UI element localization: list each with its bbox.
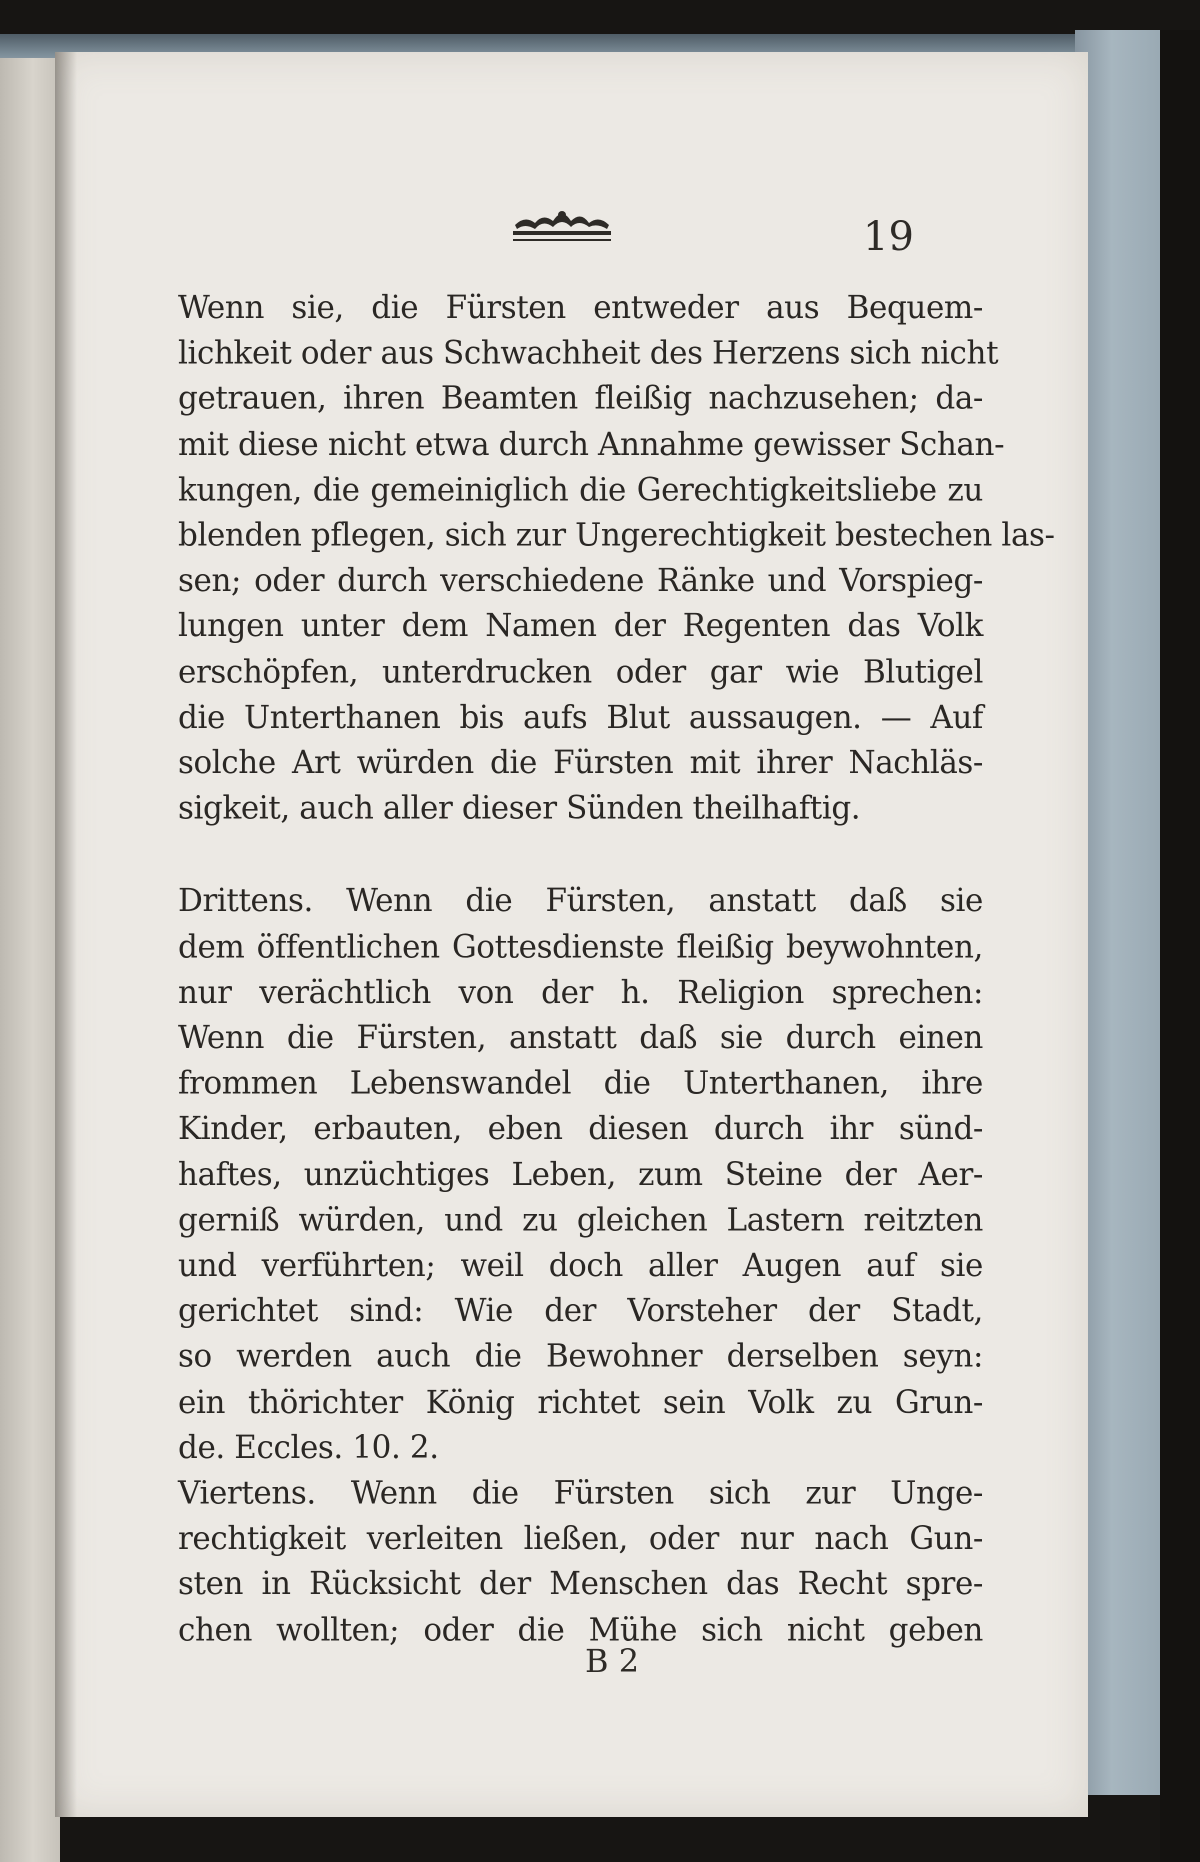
cover-board-right [1075,30,1167,1795]
text-line: chen wollten; oder die Mühe sich nicht geben [178,1611,983,1649]
text-line: lungen unter dem Namen der Regenten das Volk [178,607,983,645]
text-line: dem öffentlichen Gottesdienste fleißig beywohnten, [178,928,983,966]
text-line: Wenn sie, die Fürsten entweder aus Bequem- [178,289,983,327]
text-line: blenden pflegen, sich zur Ungerechtigkeit bestechen las- [178,516,1055,554]
text-line: Drittens. Wenn die Fürsten, anstatt daß sie [178,882,983,920]
text-line: mit diese nicht etwa durch Annahme gewisser Schan- [178,425,1005,463]
text-line: sen; oder durch verschiedene Ränke und Vorspieg- [178,562,983,600]
text-line: sten in Rücksicht der Menschen das Recht spre- [178,1565,983,1603]
text-line: gerichtet sind: Wie der Vorsteher der Stadt, [178,1292,983,1330]
text-line: frommen Lebenswandel die Unterthanen, ihre [178,1064,983,1103]
text-line: kungen, die gemeiniglich die Gerechtigkeitsliebe zu [178,471,983,509]
book-page [55,52,1088,1817]
text-line: sigkeit, auch aller dieser Sünden theilhaftig. [178,789,861,828]
paragraph [178,1471,983,1653]
signature-mark: B 2 [585,1642,640,1680]
text-line: und verführten; weil doch aller Augen auf sie [178,1247,983,1285]
text-line: nur verächtlich von der h. Religion sprechen: [178,973,983,1011]
text-line: Kinder, erbauten, eben diesen durch ihr sünd- [178,1110,983,1148]
text-line: ein thörichter König richtet sein Volk zu Grun- [178,1383,983,1421]
text-line: gerniß würden, und zu gleichen Lastern reitzten [178,1201,983,1239]
text-line: die Unterthanen bis aufs Blut aussaugen. — Auf [178,698,983,736]
text-line: erschöpfen, unterdrucken oder gar wie Blutigel [178,653,983,691]
text-line: haftes, unzüchtiges Leben, zum Steine der Aer- [178,1156,983,1194]
paragraph [178,879,983,1471]
text-line: solche Art würden die Fürsten mit ihrer Nachläs- [178,744,983,782]
left-page-edge [0,58,60,1862]
page-number: 19 [863,214,914,260]
paragraph [178,285,1055,831]
text-line: Viertens. Wenn die Fürsten sich zur Unge- [178,1474,983,1512]
background-edge [1160,30,1200,1862]
text-line: lichkeit oder aus Schwachheit des Herzens sich nicht [178,334,999,372]
body-text [178,285,1055,1653]
gutter-shadow [55,52,77,1817]
text-line: de. Eccles. 10. 2. [178,1429,439,1467]
text-line: so werden auch die Bewohner derselben seyn: [178,1338,983,1376]
text-line: getrauen, ihren Beamten fleißig nachzusehen; da- [178,380,983,418]
header-ornament-icon [507,187,617,257]
text-line: rechtigkeit verleiten ließen, oder nur nach Gun- [178,1520,983,1558]
text-line: Wenn die Fürsten, anstatt daß sie durch einen [178,1019,983,1057]
